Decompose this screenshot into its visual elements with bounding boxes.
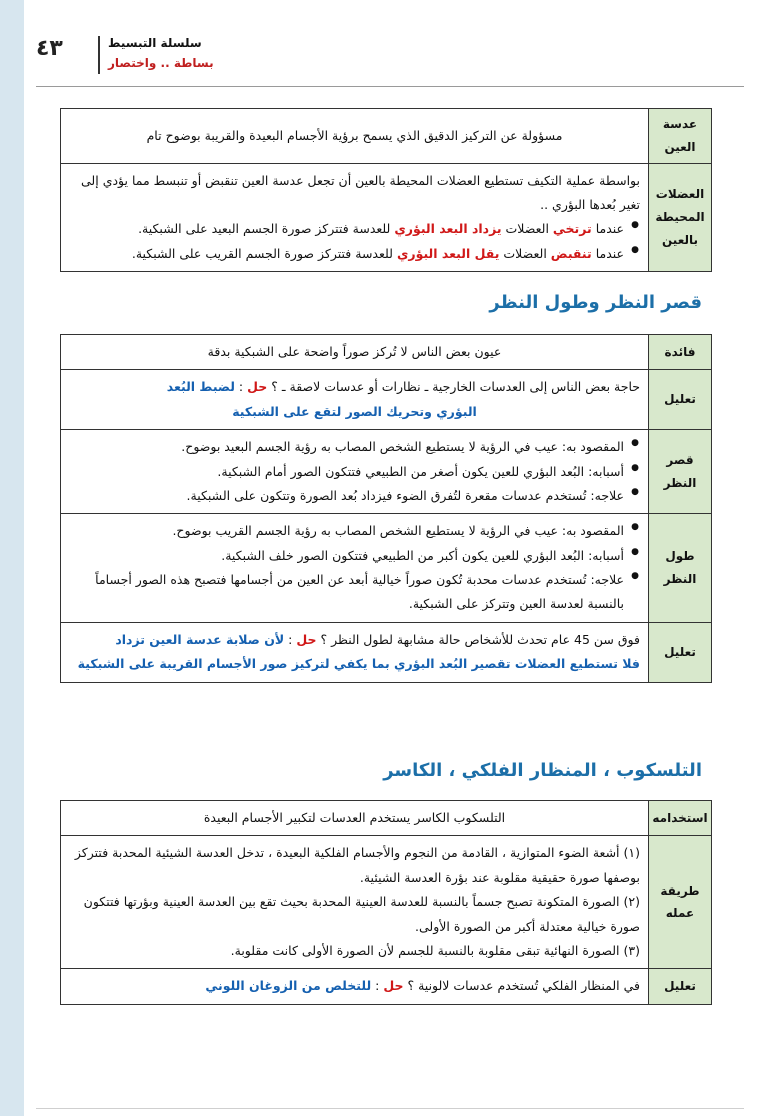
page-number: ٤٣ <box>36 36 63 61</box>
list-item <box>69 890 640 939</box>
text-part: عندما <box>591 221 624 237</box>
method-steps <box>61 836 649 969</box>
table-row <box>61 836 712 969</box>
table-row <box>61 969 712 1004</box>
row-label: استخدامه <box>649 801 712 836</box>
reason-text: في المنظار الفلكي تُستخدم عدسات لالونية ؟ حل : للتخلص من الزوغان اللوني <box>61 969 649 1004</box>
label-line: طول <box>665 549 695 564</box>
row-label: فائدة <box>649 335 712 370</box>
benefit-text: عيون بعض الناس لا تُركز صوراً واضحة على الشبكية بدقة <box>61 335 649 370</box>
highlight-text: تنقبض <box>550 245 592 261</box>
label-line: المحيطة <box>655 209 705 224</box>
muscle-bullets <box>69 217 640 266</box>
text-part: العضلات <box>501 221 553 237</box>
hyperopia-details <box>61 514 649 623</box>
highlight-text: ترتخي <box>552 221 592 237</box>
row-label: تعليل <box>649 969 712 1004</box>
row-label <box>649 163 712 272</box>
list-item: ● علاجه: تُستخدم عدسات مقعرة لتُفرق الضوء فيزداد بُعد الصورة وتتكون على الشبكية. <box>69 484 624 508</box>
table-row <box>61 801 712 836</box>
label-line: قصر <box>666 452 694 467</box>
table-row <box>61 514 712 623</box>
table-row <box>61 430 712 514</box>
list-item <box>69 841 640 890</box>
step-number: (٣) <box>623 942 640 958</box>
header-divider <box>98 36 100 74</box>
answer-text: لأن صلابة عدسة العين تزداد <box>115 631 285 647</box>
text-part: للعدسة فتتركز صورة الجسم البعيد على الشبكية. <box>138 221 395 237</box>
list-item: ● المقصود به: عيب في الرؤية لا يستطيع الشخص المصاب به رؤية الجسم البعيد بوضوح. <box>69 435 624 459</box>
series-slogan: بساطة .. واختصار <box>108 56 214 70</box>
series-name: سلسلة التبسيط <box>108 36 202 50</box>
header-rule <box>36 86 744 87</box>
page-header <box>36 34 336 78</box>
list-item <box>69 939 640 963</box>
lens-description: مسؤولة عن التركيز الدقيق الذي يسمح برؤية الأجسام البعيدة والقريبة بوضوح تام <box>61 109 649 164</box>
usage-text: التلسكوب الكاسر يستخدم العدسات لتكبير الأجسام البعيدة <box>61 801 649 836</box>
accommodation-intro: بواسطة عملية التكيف تستطيع العضلات المحيطة بالعين أن تجعل عدسة العين تنقبض أو تنبسط مما يؤدي إلى تغير بُعدها البؤري .. <box>81 172 640 212</box>
section-title-telescope: التلسكوب ، المنظار الفلكي ، الكاسر <box>383 760 702 781</box>
text-part: العضلات <box>499 245 551 261</box>
row-label: عدسة العين <box>649 109 712 164</box>
highlight-text: يقل البعد البؤري <box>396 245 500 261</box>
step-text: أشعة الضوء المتوازية ، القادمة من النجوم والأجسام الفلكية البعيدة ، تدخل العدسة الشيئية المحدبة فتتركز بوصفها صورة حقيقية مقلوبة عند بؤرة العدسة الشيئية. <box>74 845 640 885</box>
row-label: تعليل <box>649 370 712 430</box>
reason-text: فوق سن 45 عام تحدث للأشخاص حالة مشابهة لطول النظر ؟ حل : لأن صلابة عدسة العين تزداد فلا تستطيع العضلات تقصير البُعد البؤري بما يكفي لتركيز صور الأجسام القريبة على الشبكية <box>61 622 649 682</box>
step-text: الصورة المتكونة تصبح جسماً بالنسبة للعدسة العينية المحدبة بحيث تقع بين العدسة العينية وبؤرتها فتتكون صورة خيالية معتدلة أكبر من الصورة الأولى. <box>83 894 640 934</box>
label-line: النظر <box>663 572 697 586</box>
label-line: النظر <box>663 475 697 490</box>
row-label <box>649 430 712 514</box>
row-label <box>649 514 712 623</box>
hyperopia-list <box>69 519 640 617</box>
reason-text: حاجة بعض الناس إلى العدسات الخارجية ـ نظارات أو عدسات لاصقة ـ ؟ حل : لضبط البُعد البؤري وتحريك الصور لتقع على الشبكية <box>61 370 649 430</box>
step-number: (١) <box>623 845 640 861</box>
vision-defects-table <box>60 334 712 683</box>
list-item: ● المقصود به: عيب في الرؤية لا يستطيع الشخص المصاب به رؤية الجسم القريب بوضوح. <box>69 519 624 543</box>
table-row <box>61 370 712 430</box>
text-part: للعدسة فتتركز صورة الجسم القريب على الشبكية. <box>131 245 397 261</box>
section-title-vision: قصر النظر وطول النظر <box>489 292 702 313</box>
label-line: طريقة <box>660 883 700 898</box>
row-label: تعليل <box>649 622 712 682</box>
myopia-list <box>69 435 640 508</box>
answer-text: لضبط البُعد <box>166 379 235 395</box>
answer-text: فلا تستطيع العضلات تقصير البُعد البؤري بما يكفي لتركيز صور الأجسام القريبة على الشبكية <box>77 656 640 672</box>
myopia-details <box>61 430 649 514</box>
table-row <box>61 163 712 272</box>
step-text: الصورة النهائية تبقى مقلوبة بالنسبة للجسم لأن الصورة الأولى كانت مقلوبة. <box>230 942 620 958</box>
list-item <box>69 242 624 266</box>
solution-marker: حل <box>247 379 268 395</box>
muscles-description <box>61 163 649 272</box>
question-text: في المنظار الفلكي تُستخدم عدسات لالونية ؟ <box>407 978 640 994</box>
list-item <box>69 217 624 241</box>
list-item: ● أسبابه: البُعد البؤري للعين يكون أكبر من الطبيعي فتتكون الصور خلف الشبكية. <box>69 544 624 568</box>
text-part: عندما <box>591 245 624 261</box>
page-side-strip <box>0 0 24 1116</box>
answer-text: للتخلص من الزوغان اللوني <box>205 978 372 994</box>
table-row <box>61 109 712 164</box>
list-item: ● أسبابه: البُعد البؤري للعين يكون أصغر من الطبيعي فتتكون الصور أمام الشبكية. <box>69 460 624 484</box>
list-item: ● علاجه: تُستخدم عدسات محدبة تُكون صوراً خيالية أبعد عن العين من أجسامها فتصبح هذه الصور أجساماً بالنسبة لعدسة العين وتتركز على الشبكية. <box>69 568 624 617</box>
row-label <box>649 836 712 969</box>
question-text: حاجة بعض الناس إلى العدسات الخارجية ـ نظارات أو عدسات لاصقة ـ ؟ <box>271 379 640 395</box>
footer-rule <box>36 1108 744 1109</box>
solution-marker: حل <box>383 978 404 994</box>
solution-marker: حل <box>296 631 317 647</box>
label-line: بالعين <box>662 232 698 247</box>
step-number: (٢) <box>623 894 640 910</box>
label-line: العضلات <box>655 187 705 202</box>
question-text: فوق سن 45 عام تحدث للأشخاص حالة مشابهة لطول النظر ؟ <box>320 631 640 647</box>
telescope-table <box>60 800 712 1005</box>
table-row <box>61 335 712 370</box>
table-row <box>61 622 712 682</box>
label-line: عمله <box>665 906 695 921</box>
eye-muscles-table <box>60 108 712 272</box>
answer-text: البؤري وتحريك الصور لتقع على الشبكية <box>232 403 477 419</box>
highlight-text: يزداد البعد البؤري <box>394 221 502 237</box>
